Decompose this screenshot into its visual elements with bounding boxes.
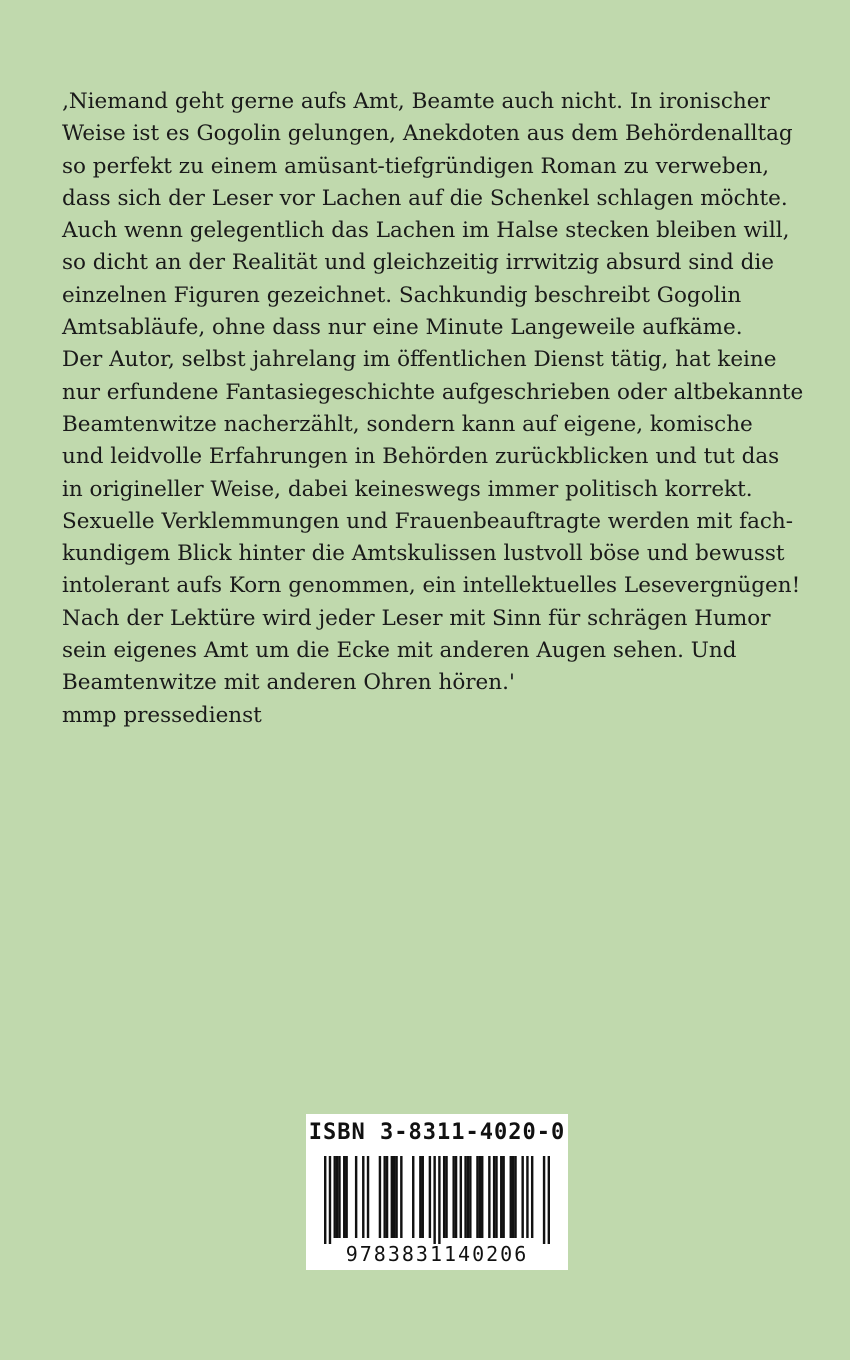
blurb-line: Amtsabläufe, ohne dass nur eine Minute Langeweile aufkäme. xyxy=(62,315,743,341)
blurb-line: Beamtenwitze nacherzählt, sondern kann auf eigene, komische xyxy=(62,411,753,437)
barcode-bar xyxy=(343,1156,345,1238)
blurb-line: Weise ist es Gogolin gelungen, Anekdoten aus dem Behördenalltag xyxy=(62,121,793,147)
barcode-bar xyxy=(467,1156,469,1238)
blurb-line: so perfekt zu einem amüsant-tiefgründigen Roman zu verweben, xyxy=(62,153,770,179)
barcode-bar xyxy=(433,1156,435,1244)
back-cover-blurb xyxy=(62,86,804,732)
blurb-line: intolerant aufs Korn genommen, ein intellektuelles Lesevergnügen! xyxy=(62,573,801,599)
barcode-bar xyxy=(445,1156,447,1238)
barcode-bar xyxy=(379,1156,381,1238)
barcode-bar xyxy=(395,1156,397,1238)
blurb-line: Beamtenwitze mit anderen Ohren hören.' xyxy=(62,670,515,696)
barcode-bar xyxy=(324,1156,326,1244)
barcode-bar xyxy=(391,1156,393,1238)
blurb-source: mmp pressedienst xyxy=(62,702,262,728)
blurb-line: so dicht an der Realität und gleichzeitig irrwitzig absurd sind die xyxy=(62,250,774,276)
barcode-bar xyxy=(543,1156,545,1244)
barcode-bar xyxy=(443,1156,445,1238)
blurb-line: einzelnen Figuren gezeichnet. Sachkundig beschreibt Gogolin xyxy=(62,282,742,308)
barcode-bar xyxy=(493,1156,495,1238)
barcode-bar xyxy=(455,1156,457,1238)
barcode-bar xyxy=(531,1156,533,1238)
blurb-line: nur erfundene Fantasiegeschichte aufgeschrieben oder altbekannte xyxy=(62,379,804,405)
barcode-bar xyxy=(362,1156,364,1238)
barcode-bar xyxy=(479,1156,481,1238)
blurb-line: ‚Niemand geht gerne aufs Amt, Beamte auch nicht. In ironischer xyxy=(62,89,770,114)
barcode-bar xyxy=(548,1156,550,1244)
barcode-bar xyxy=(476,1156,478,1238)
barcode-bar xyxy=(386,1156,388,1238)
barcode-bar xyxy=(355,1156,357,1238)
barcode-bar xyxy=(488,1156,490,1238)
blurb-line: kundigem Blick hinter die Amtskulissen lustvoll böse und bewusst xyxy=(62,541,785,567)
barcode-bar xyxy=(514,1156,516,1238)
barcode-bar xyxy=(336,1156,338,1238)
barcode-bar xyxy=(500,1156,502,1238)
blurb-line: Sexuelle Verklemmungen und Frauenbeauftragte werden mit fach- xyxy=(62,508,794,534)
isbn-barcode-block xyxy=(306,1114,568,1270)
barcode-bar xyxy=(452,1156,454,1238)
barcode-bar xyxy=(412,1156,414,1238)
barcode-bar xyxy=(334,1156,336,1238)
barcode-bar xyxy=(329,1156,331,1244)
ean-digits: 9783831140206 xyxy=(345,1242,529,1266)
blurb-line: dass sich der Leser vor Lachen auf die Schenkel schlagen möchte. xyxy=(62,185,788,211)
barcode-bar xyxy=(419,1156,421,1238)
barcode-bar xyxy=(345,1156,347,1238)
blurb-line: und leidvolle Erfahrungen in Behörden zurückblicken und tut das xyxy=(62,444,780,470)
barcode-bar xyxy=(481,1156,483,1238)
barcode-bar xyxy=(495,1156,497,1238)
isbn-label: ISBN 3-8311-4020-0 xyxy=(308,1120,566,1145)
barcode-bar xyxy=(400,1156,402,1238)
barcode-bar xyxy=(383,1156,385,1238)
barcode-bar xyxy=(521,1156,523,1238)
barcode-bar xyxy=(367,1156,369,1238)
barcode-bar xyxy=(393,1156,395,1238)
barcode-bar xyxy=(460,1156,462,1238)
barcode-bar xyxy=(510,1156,512,1238)
barcode-bar xyxy=(512,1156,514,1238)
barcode-bar xyxy=(464,1156,466,1238)
barcode-bar xyxy=(469,1156,471,1238)
barcode-bar xyxy=(526,1156,528,1238)
blurb-line: Der Autor, selbst jahrelang im öffentlichen Dienst tätig, hat keine xyxy=(62,347,777,373)
blurb-line: Auch wenn gelegentlich das Lachen im Halse stecken bleiben will, xyxy=(62,218,790,244)
barcode-bar xyxy=(338,1156,340,1238)
barcode-bar xyxy=(438,1156,440,1244)
barcode-bars xyxy=(324,1156,550,1244)
blurb-line: sein eigenes Amt um die Ecke mit anderen Augen sehen. Und xyxy=(62,638,737,664)
barcode-bar xyxy=(502,1156,504,1238)
barcode-bar xyxy=(429,1156,431,1238)
blurb-line: in origineller Weise, dabei keineswegs immer politisch korrekt. xyxy=(62,476,753,502)
barcode-bar xyxy=(422,1156,424,1238)
blurb-line: Nach der Lektüre wird jeder Leser mit Sinn für schrägen Humor xyxy=(62,605,771,631)
